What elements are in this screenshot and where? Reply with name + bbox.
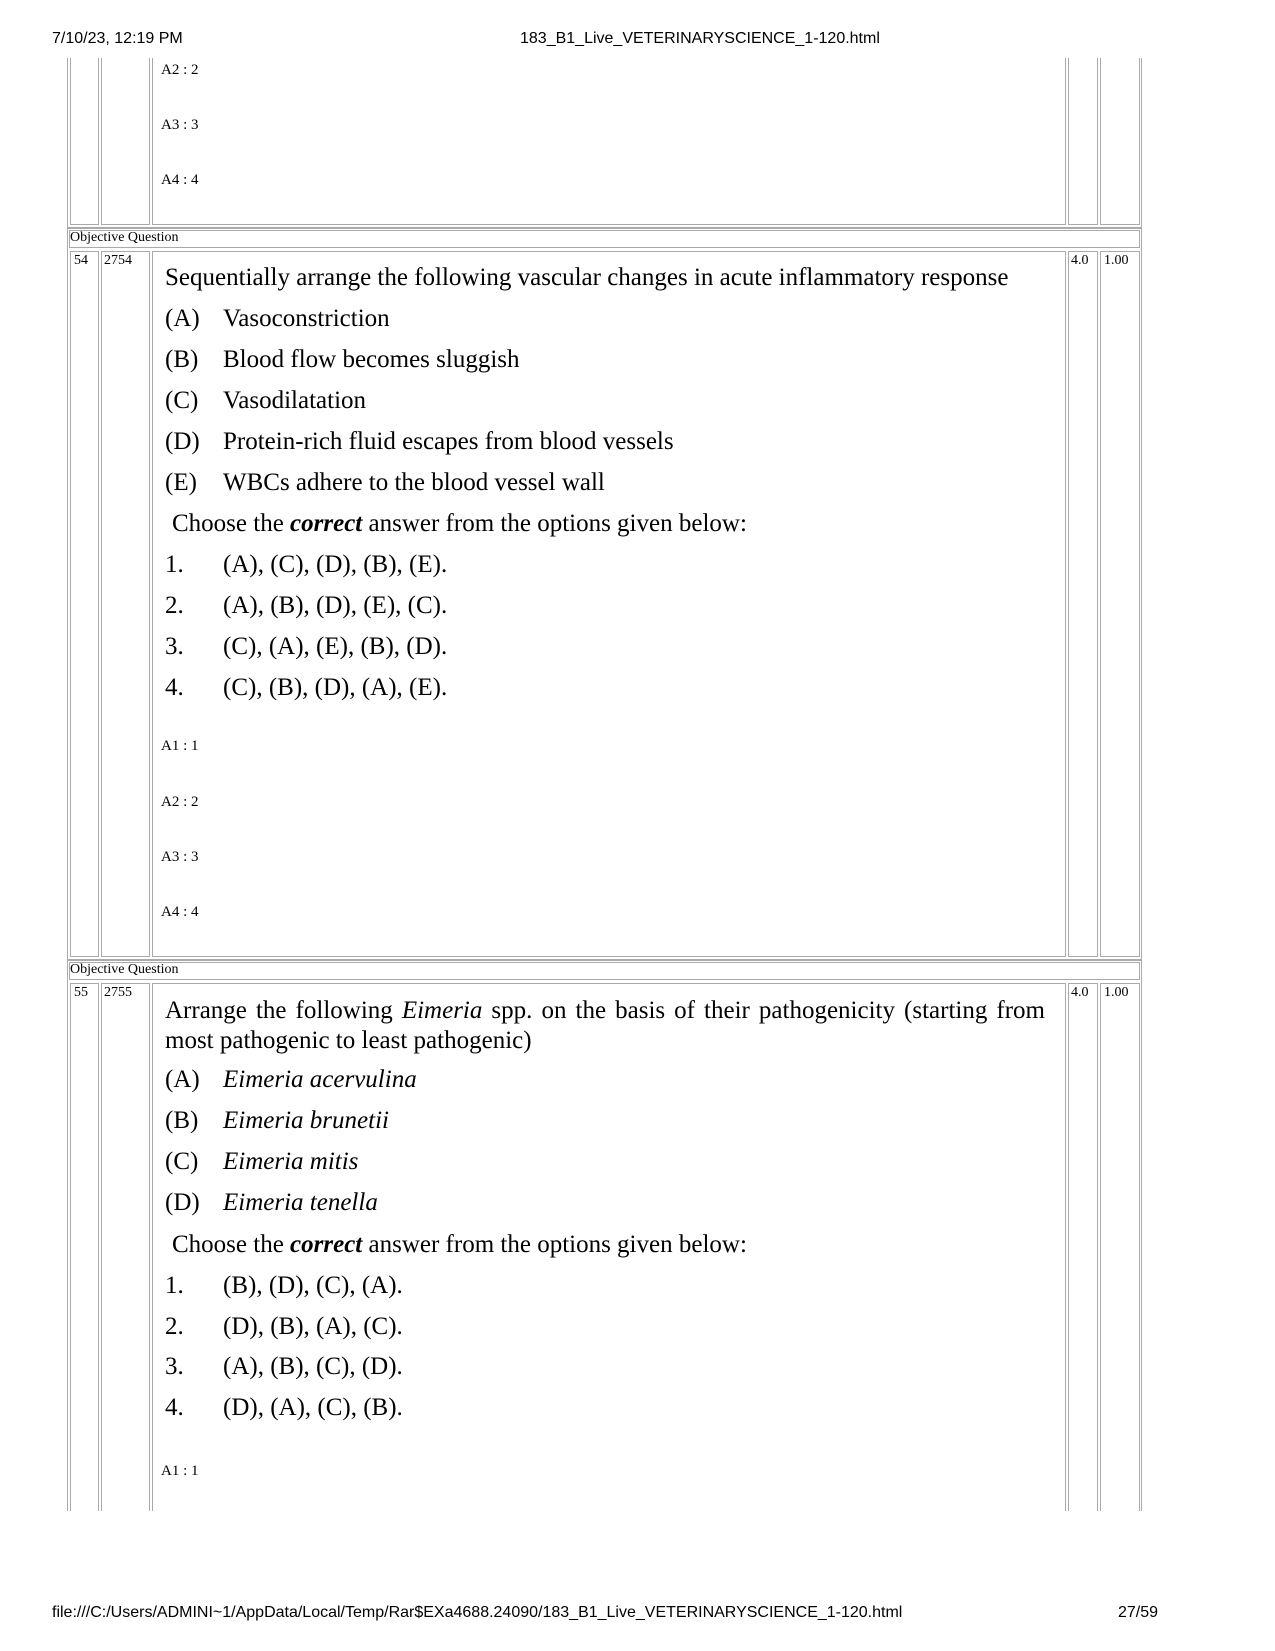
prev-cell-num [70,58,99,225]
print-page-number: 27/59 [1118,1604,1159,1621]
q54-option-text: (A), (C), (D), (B), (E). [223,551,448,578]
q55-option-text: (D), (A), (C), (B). [223,1394,403,1421]
q55-item-text: Eimeria brunetii [223,1107,389,1134]
q55-cell-neg [1100,983,1140,1511]
q54-number: 54 [74,253,88,268]
q55-instruction: Choose the correct answer from the options given below: [172,1231,747,1258]
print-datetime: 7/10/23, 12:19 PM [52,30,183,47]
q55-item-label: (C) [165,1148,199,1175]
q54-answer: A4 : 4 [161,904,199,920]
prev-cell-id [101,58,150,225]
q55-section-row [69,962,1140,980]
q54-section-label: Objective Question [70,230,179,245]
q55-answer: A1 : 1 [161,1463,199,1479]
q54-answer: A1 : 1 [161,738,199,754]
q54-item-label: (E) [165,469,197,496]
q54-cell-num [70,251,99,957]
q55-item-text: Eimeria mitis [223,1148,359,1175]
q55-marks: 4.0 [1071,985,1089,1000]
q55-cell-id [101,983,150,1511]
prev-answer-2: A2 : 2 [161,62,199,78]
prev-cell-marks [1068,58,1098,225]
q55-item-text: Eimeria acervulina [223,1066,417,1093]
q54-option-label: 1. [165,551,184,578]
q55-section-label: Objective Question [70,962,179,977]
q54-item-label: (B) [165,346,199,373]
q54-option-text: (C), (B), (D), (A), (E). [223,674,448,701]
q55-item-label: (D) [165,1189,200,1216]
q54-option-text: (C), (A), (E), (B), (D). [223,633,448,660]
q54-cell-id [101,251,150,957]
q54-item-text: Vasodilatation [223,387,367,414]
q54-cell-neg [1100,251,1140,957]
print-file-path: file:///C:/Users/ADMINI~1/AppData/Local/Temp/Rar$EXa4688.24090/183_B1_Live_VETERINARYSCIENCE_1-120.html [52,1604,903,1621]
q54-item-label: (D) [165,428,200,455]
q54-item-text: Protein-rich fluid escapes from blood vessels [223,428,674,455]
q54-option-label: 3. [165,633,184,660]
q54-item-text: Vasoconstriction [223,305,390,332]
q54-neg-marks: 1.00 [1104,253,1129,268]
q55-item-label: (A) [165,1066,200,1093]
q55-option-label: 2. [165,1313,184,1340]
q55-option-text: (B), (D), (C), (A). [223,1272,403,1299]
q55-option-label: 4. [165,1394,184,1421]
q55-stem: Arrange the following Eimeria spp. on the basis of their pathogenicity (starting from most pathogenic to least pathogenic) [165,997,1046,1054]
prev-cell-neg [1100,58,1140,225]
q55-option-text: (D), (B), (A), (C). [223,1313,403,1340]
q54-item-label: (C) [165,387,199,414]
q55-id: 2755 [104,985,132,1000]
q55-number: 55 [74,985,88,1000]
q55-neg-marks: 1.00 [1104,985,1129,1000]
q54-id: 2754 [104,253,132,268]
q54-item-text: WBCs adhere to the blood vessel wall [223,469,605,496]
q55-cell-num [70,983,99,1511]
q54-answer: A2 : 2 [161,794,199,810]
q55-item-label: (B) [165,1107,199,1134]
q55-option-text: (A), (B), (C), (D). [223,1353,403,1380]
q54-cell-marks [1068,251,1098,957]
q54-item-label: (A) [165,305,200,332]
q54-option-text: (A), (B), (D), (E), (C). [223,592,448,619]
q54-answer: A3 : 3 [161,849,199,865]
q55-cell-marks [1068,983,1098,1511]
q54-marks: 4.0 [1071,253,1089,268]
q55-option-label: 1. [165,1272,184,1299]
prev-answer-4: A4 : 4 [161,172,199,188]
print-doc-title: 183_B1_Live_VETERINARYSCIENCE_1-120.html [520,30,880,47]
q55-item-text: Eimeria tenella [223,1189,378,1216]
q54-stem: Sequentially arrange the following vascular changes in acute inflammatory response [165,264,1009,291]
q54-option-label: 2. [165,592,184,619]
q54-instruction: Choose the correct answer from the options given below: [172,510,747,537]
q55-option-label: 3. [165,1353,184,1380]
q54-option-label: 4. [165,674,184,701]
prev-answer-3: A3 : 3 [161,117,199,133]
q54-section-row [69,230,1140,248]
prev-cell-body [152,58,1066,225]
q54-item-text: Blood flow becomes sluggish [223,346,520,373]
